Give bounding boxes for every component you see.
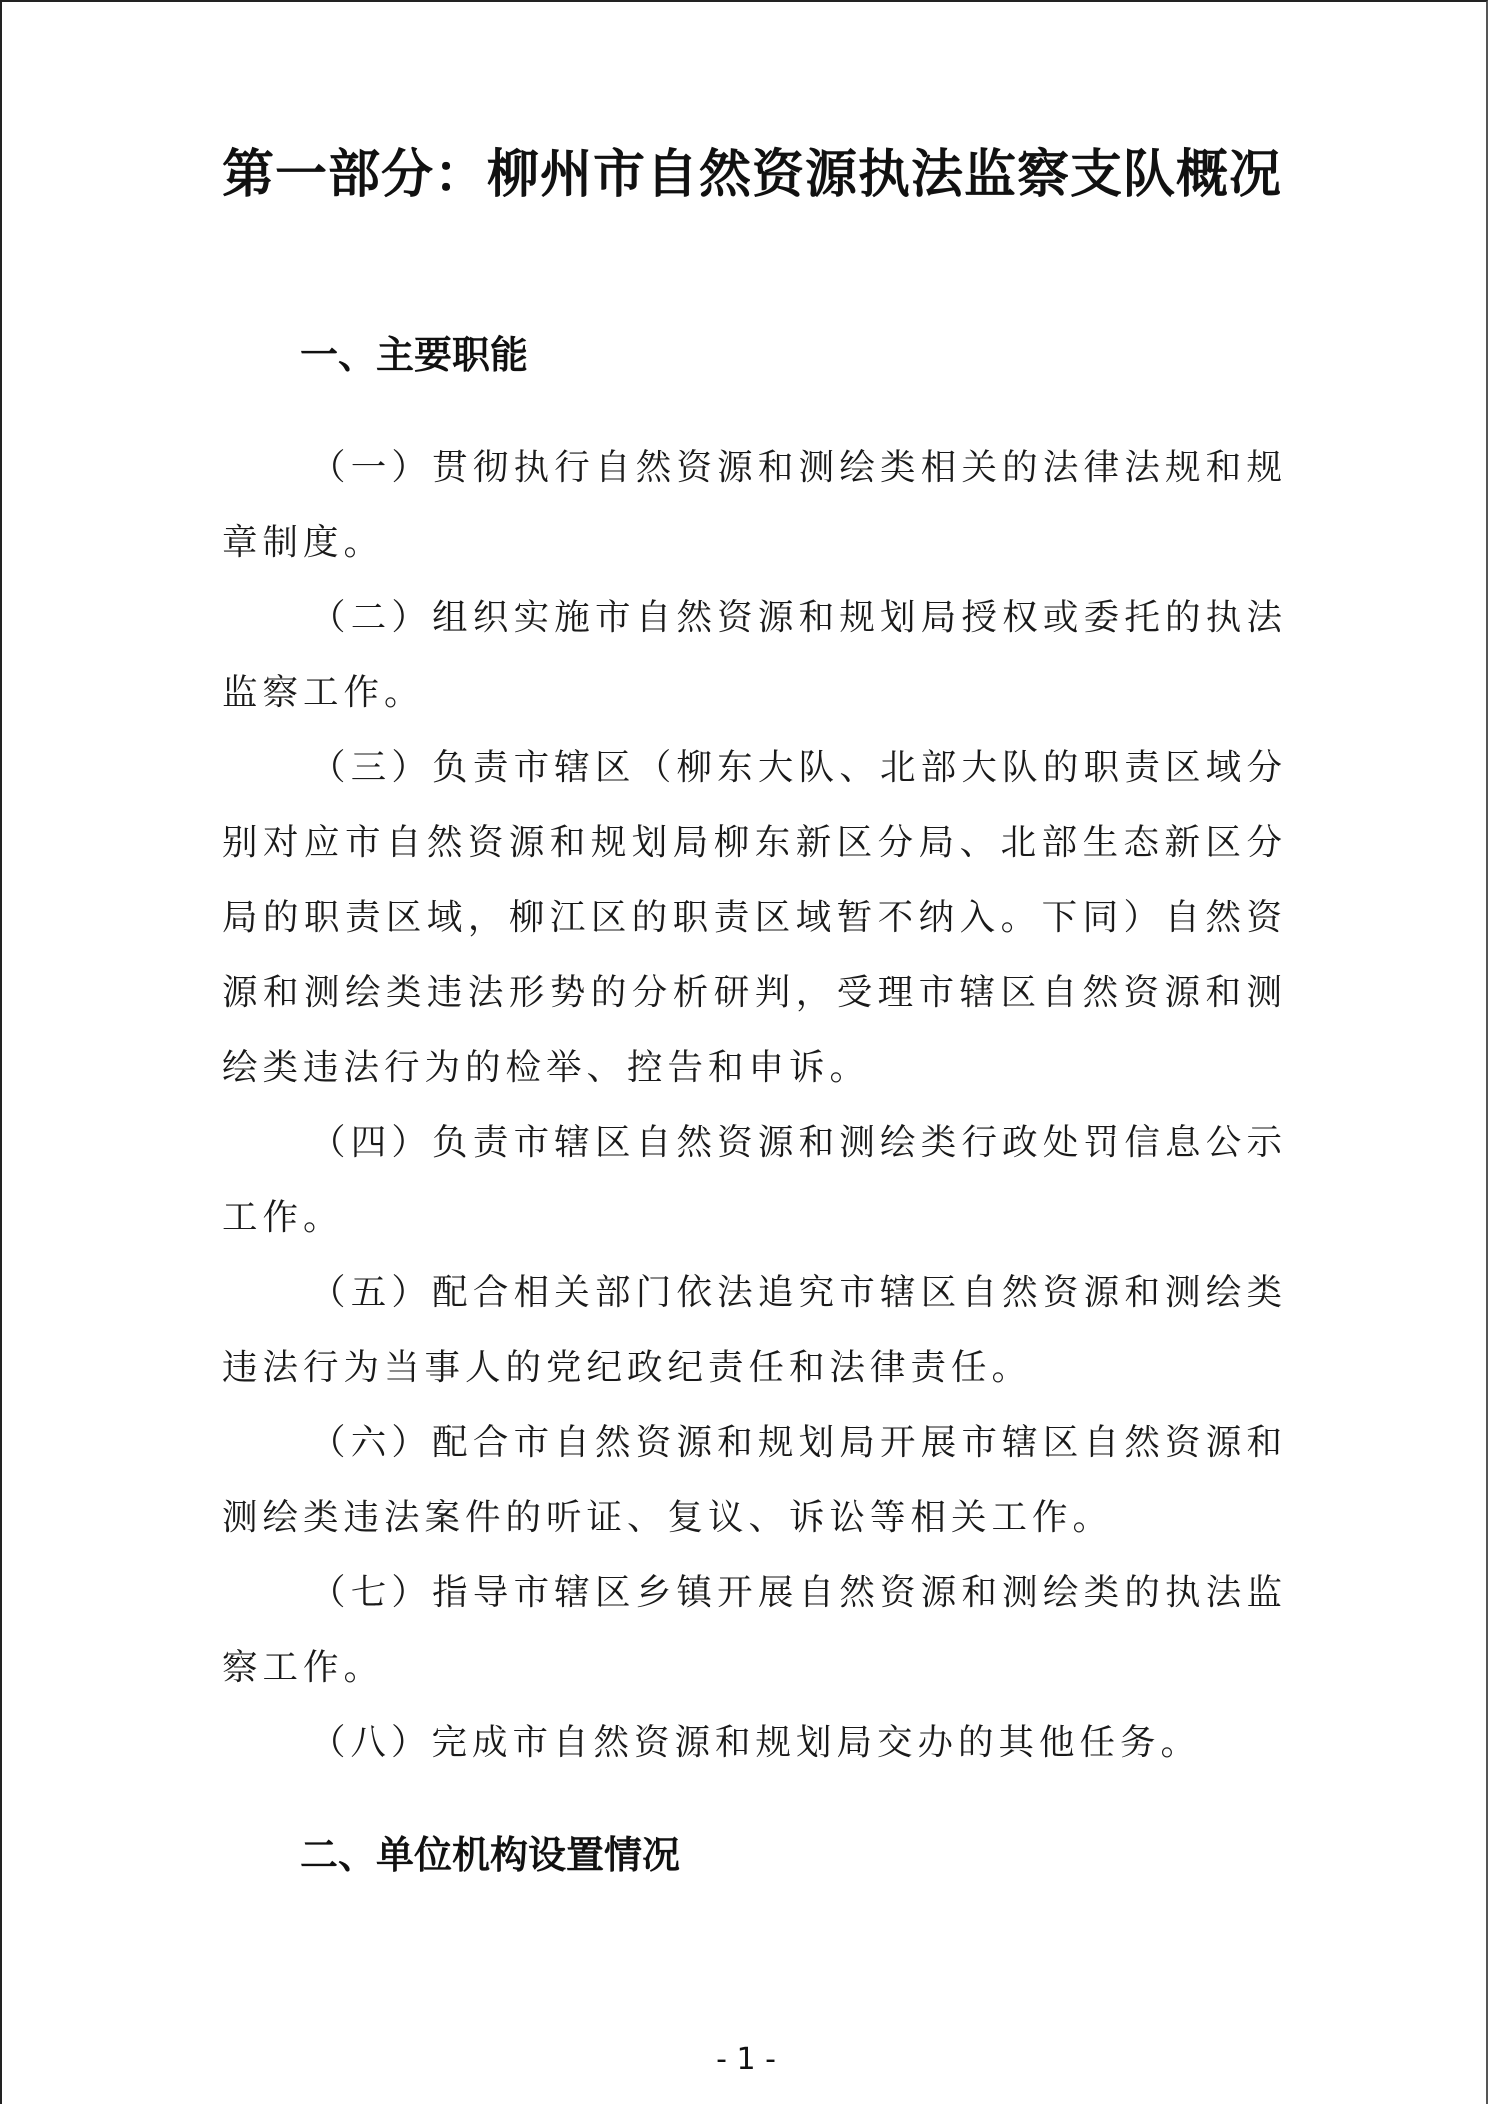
paragraph-4: （四）负责市辖区自然资源和测绘类行政处罚信息公示工作。 xyxy=(222,1122,1287,1238)
paragraph-3: （三）负责市辖区（柳东大队、北部大队的职责区域分别对应市自然资源和规划局柳东新区分局、北部生态新区分局的职责区域，柳江区的职责区域暂不纳入。下同）自然资源和测绘类违法形势的分析研判，受理市辖区自然资源和测绘类违法行为的检举、控告和申诉。 xyxy=(222,747,1287,1088)
paragraph-2: （二）组织实施市自然资源和规划局授权或委托的执法监察工作。 xyxy=(222,597,1287,713)
paragraph-1: （一）贯彻执行自然资源和测绘类相关的法律法规和规章制度。 xyxy=(222,447,1287,563)
paragraph-8: （八）完成市自然资源和规划局交办的其他任务。 xyxy=(310,1722,1202,1763)
page-number: - 1 - xyxy=(716,2042,776,2077)
paragraph-6: （六）配合市自然资源和规划局开展市辖区自然资源和测绘类违法案件的听证、复议、诉讼等相关工作。 xyxy=(222,1422,1287,1538)
document-title: 第一部分：柳州市自然资源执法监察支队概况 xyxy=(221,145,1282,205)
paragraph-7: （七）指导市辖区乡镇开展自然资源和测绘类的执法监察工作。 xyxy=(222,1572,1287,1688)
section-heading-organization: 二、单位机构设置情况 xyxy=(300,1833,681,1877)
paragraph-5: （五）配合相关部门依法追究市辖区自然资源和测绘类违法行为当事人的党纪政纪责任和法律责任。 xyxy=(222,1272,1287,1388)
section-heading-main-functions: 一、主要职能 xyxy=(300,333,529,377)
